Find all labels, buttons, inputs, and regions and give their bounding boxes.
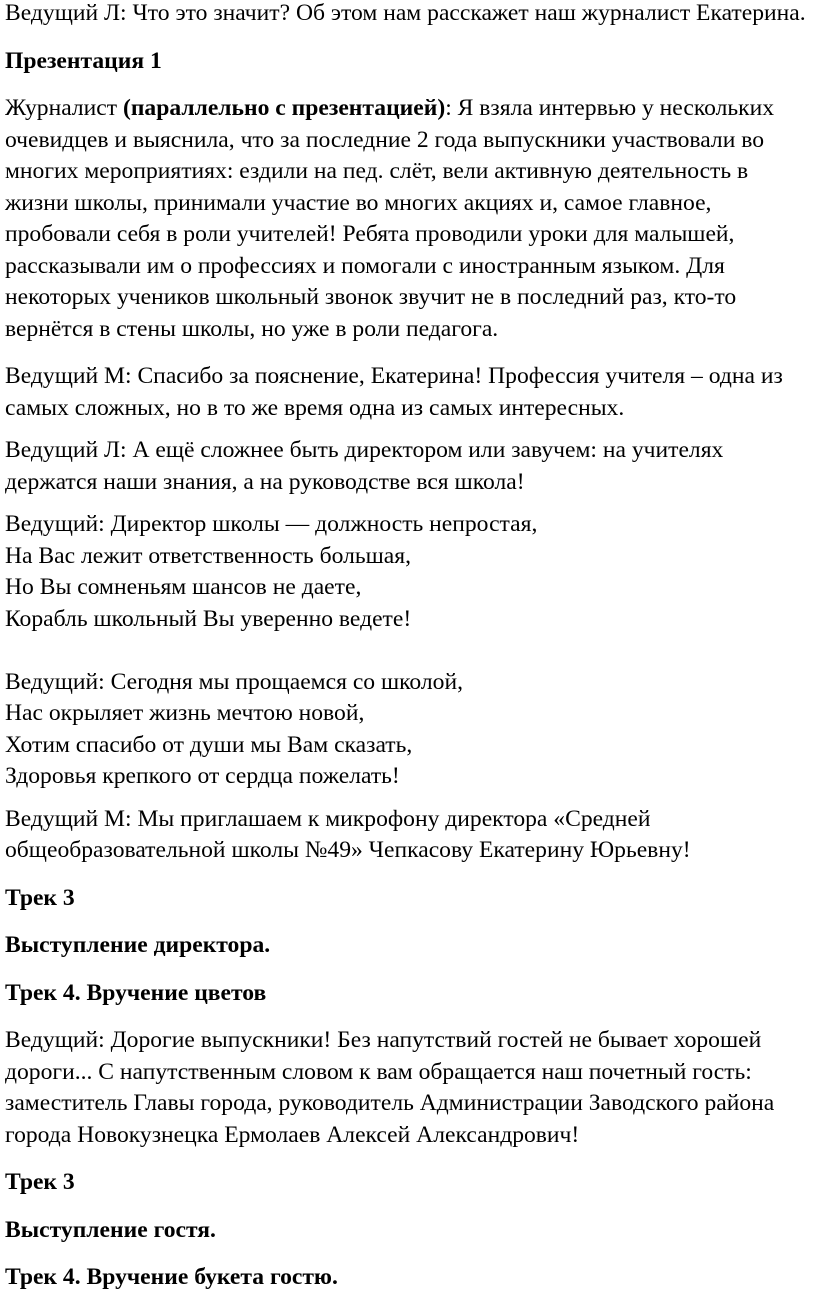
poem-line: Корабль школьный Вы уверенно ведете! (5, 605, 412, 632)
track-3-heading-2: Трек 3 (5, 1169, 75, 1195)
host-guest-paragraph: Ведущий: Дорогие выпускники! Без напутствий гостей не бывает хорошей дороги... С напутственным словом к вам обращается наш почетный гость: заместитель Главы города, руководитель Администрации Заводского района города Новокузнецка Ермолаев Алексей Александрович! (5, 1027, 775, 1148)
track-3-heading: Трек 3 (5, 884, 75, 911)
track-4-bouquet-heading: Трек 4. Вручение букета гостю. (5, 1264, 338, 1290)
track-4-flowers-heading: Трек 4. Вручение цветов (5, 979, 267, 1006)
host-l-director-paragraph: Ведущий Л: А ещё сложнее быть директором или завучем: на учителях держатся наши знания, а на руководстве вся школа! (5, 437, 724, 495)
host-m-invitation-paragraph: Ведущий М: Мы приглашаем к микрофону директора «Средней общеобразовательной школы №49» Чепкасову Екатерину Юрьевну! (5, 805, 691, 863)
poem-line: Здоровья крепкого от сердца пожелать! (5, 763, 400, 789)
journalist-stage-direction: (параллельно с презентацией) (122, 95, 446, 121)
host-l-intro-paragraph: Ведущий Л: Что это значит? Об этом нам расскажет наш журналист Екатерина. (5, 0, 806, 26)
presentation-1-heading: Презентация 1 (5, 47, 162, 74)
journalist-speaker: Журналист (5, 95, 123, 121)
host-m-thanks-paragraph: Ведущий М: Спасибо за пояснение, Екатерина! Профессия учителя – одна из самых сложных, но в то же время одна из самых интересных. (5, 363, 783, 421)
poem-block (5, 509, 816, 793)
guest-speech-heading: Выступление гостя. (5, 1216, 216, 1243)
poem-blank-line (5, 635, 816, 667)
poem-line: Хотим спасибо от души мы Вам сказать, (5, 731, 413, 758)
poem-line: Ведущий: Сегодня мы прощаемся со школой, (5, 668, 464, 695)
journalist-paragraph (5, 93, 816, 345)
poem-line: Нас окрыляет жизнь мечтою новой, (5, 700, 365, 726)
director-speech-heading: Выступление директора. (5, 932, 271, 958)
poem-line: Но Вы сомненьям шансов не даете, (5, 574, 362, 600)
poem-line: На Вас лежит ответственность большая, (5, 542, 411, 569)
journalist-speech: : Я взяла интервью у нескольких очевидцев и выяснила, что за последние 2 года выпускники участвовали во многих мероприятиях: ездили на пед. слёт, вели активную деятельность в жизни школы, принимали участие во многих акциях и, самое главное, пробовали себя в роли учителей! Ребята проводили уроки для малышей, рассказывали им о профессиях и помогали с иностранным языком. Для некоторых учеников школьный звонок звучит не в последний раз, кто-то вернётся в стены школы, но уже в роли педагога. (5, 95, 775, 342)
poem-line: Ведущий: Директор школы — должность непростая, (5, 511, 538, 537)
